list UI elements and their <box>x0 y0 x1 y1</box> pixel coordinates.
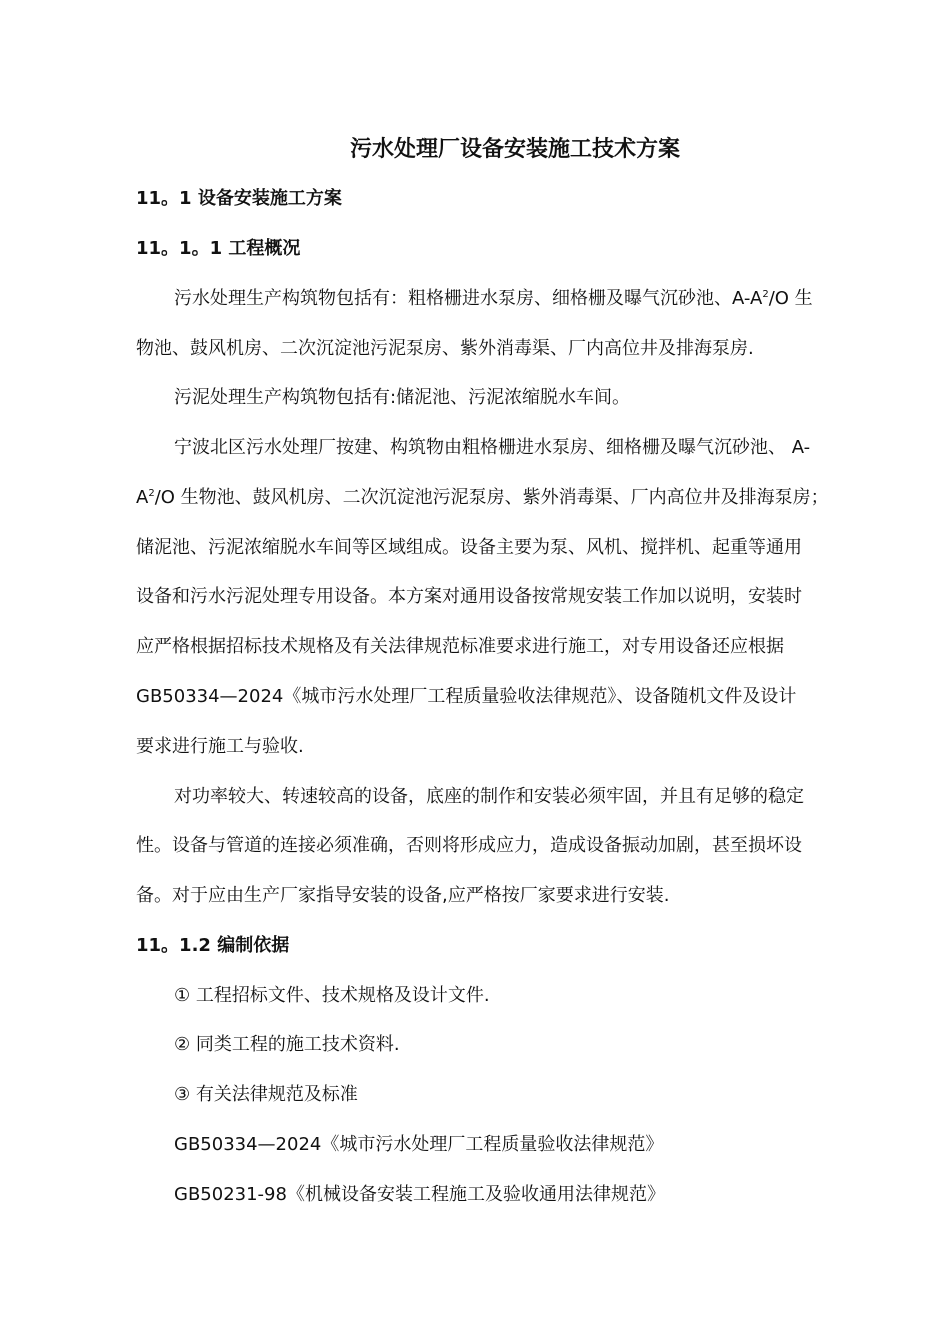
paragraph-line: 储泥池、污泥浓缩脱水车间等区域组成。设备主要为泵、风机、搅拌机、起重等通用 <box>136 537 802 558</box>
standard-reference: GB50231-98《机械设备安装工程施工及验收通用法律规范》 <box>174 1184 665 1205</box>
section-heading-11-1: 11。1 设备安装施工方案 <box>136 188 342 209</box>
paragraph-line: 对功率较大、转速较高的设备，底座的制作和安装必须牢固，并且有足够的稳定 <box>174 786 804 807</box>
section-heading-11-1-1: 11。1。1 工程概况 <box>136 238 301 259</box>
paragraph-line: GB50334—2024《城市污水处理厂工程质量验收法律规范》、设备随机文件及设计 <box>136 686 797 707</box>
paragraph-line: 要求进行施工与验收. <box>136 736 304 757</box>
paragraph-line <box>174 287 813 311</box>
paragraph-line <box>136 486 829 510</box>
document-title: 污水处理厂设备安装施工技术方案 <box>349 137 680 162</box>
list-item: ② 同类工程的施工技术资料. <box>174 1034 400 1055</box>
list-item: ① 工程招标文件、技术规格及设计文件. <box>174 985 490 1006</box>
list-item: ③ 有关法律规范及标准 <box>174 1084 358 1105</box>
superscript: 2 <box>148 488 155 499</box>
paragraph-line: 应严格根据招标技术规格及有关法律规范标准要求进行施工，对专用设备还应根据 <box>136 636 784 657</box>
text-run: A <box>136 487 149 508</box>
text-run: 污水处理生产构筑物包括有：粗格栅进水泵房、细格栅及曝气沉砂池、A-A <box>174 288 763 309</box>
paragraph-line: 性。设备与管道的连接必须准确，否则将形成应力，造成设备振动加剧，甚至损坏设 <box>136 835 802 856</box>
standard-reference: GB50334—2024《城市污水处理厂工程质量验收法律规范》 <box>174 1134 664 1155</box>
paragraph-line: 宁波北区污水处理厂按建、构筑物由粗格栅进水泵房、细格栅及曝气沉砂池、 A- <box>174 437 811 458</box>
paragraph-line: 物池、鼓风机房、二次沉淀池污泥泵房、紫外消毒渠、厂内高位井及排海泵房. <box>136 338 754 359</box>
paragraph-line: 污泥处理生产构筑物包括有:储泥池、污泥浓缩脱水车间。 <box>174 387 631 408</box>
paragraph-line: 备。对于应由生产厂家指导安装的设备,应严格按厂家要求进行安装. <box>136 885 670 906</box>
paragraph-line: 设备和污水污泥处理专用设备。本方案对通用设备按常规安装工作加以说明，安装时 <box>136 586 802 607</box>
text-run: /O 生 <box>768 288 813 309</box>
superscript: 2 <box>762 289 769 300</box>
text-run: /O 生物池、鼓风机房、二次沉淀池污泥泵房、紫外消毒渠、厂内高位井及排海泵房； <box>154 487 829 508</box>
section-heading-11-1-2: 11。1.2 编制依据 <box>136 935 290 956</box>
